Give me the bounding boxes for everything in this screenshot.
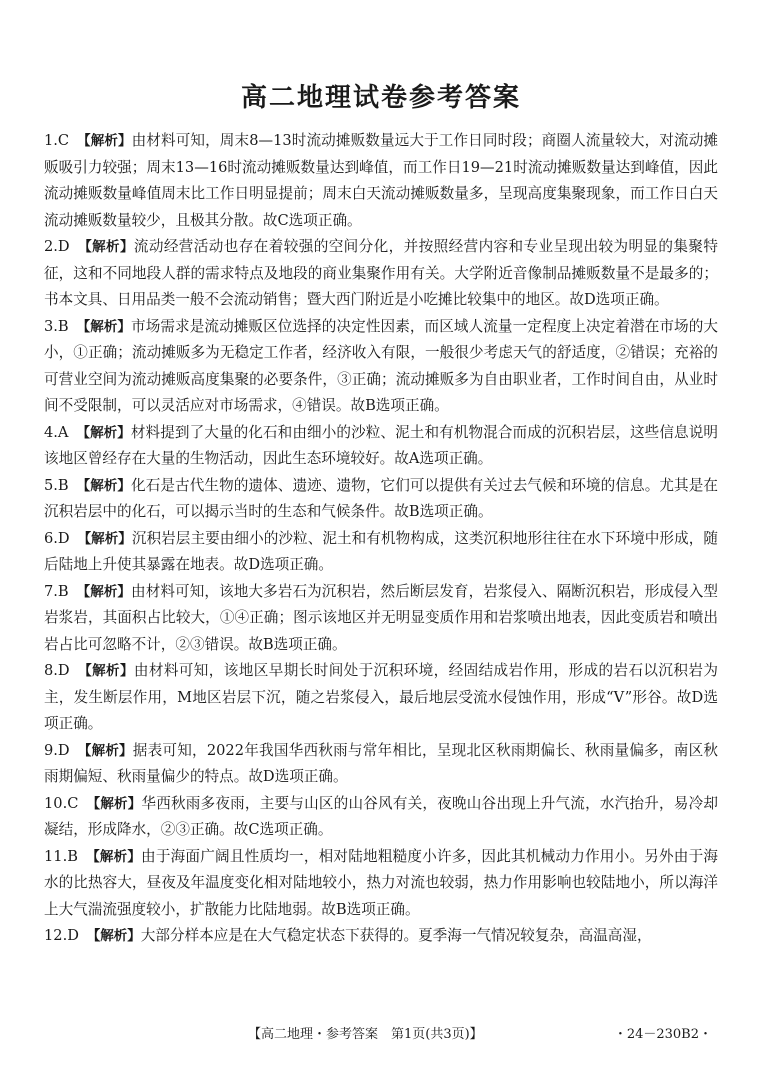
analysis-tag: 【解析】 <box>84 530 132 547</box>
answer-number: 1.C <box>44 132 70 149</box>
analysis-tag: 【解析】 <box>83 133 132 149</box>
answer-item <box>44 923 718 950</box>
analysis-text: 流动经营活动也存在着较强的空间分化，并按照经营内容和专业呈现出较为明显的集聚特征，这和不同地段人群的需求特点及地段的商业集聚作用有关。大学附近音像制品摊贩数量不是最多的；书本文具、日用品类一般不会流动销售；暨大西门附近是小吃摊比较集中的地区。故D选项正确。 <box>44 238 718 308</box>
answer-item <box>44 658 718 738</box>
analysis-text: 大部分样本应是在大气稳定状态下获得的。夏季海一气情况较复杂，高温高湿， <box>140 927 652 944</box>
answer-number: 5.B <box>44 476 69 494</box>
answer-item <box>44 128 718 234</box>
analysis-text: 由材料可知，周末8—13时流动摊贩数量远大于工作日同时段；商圈人流量较大，对流动摊贩吸引力较强；周末13—16时流动摊贩数量达到峰值，而工作日19—21时流动摊贩数量达到峰值，因此流动摊贩数量峰值周末比工作日明显提前；周末白天流动摊贩数量多，呈现高度集聚现象，而工作日白天流动摊贩数量较少，且极其分散。故C选项正确。 <box>44 132 718 229</box>
answer-number: 3.B <box>44 317 69 335</box>
analysis-text: 化石是古代生物的遗体、遗迹、遗物，它们可以提供有关过去气候和环境的信息。尤其是在沉积岩层中的化石，可以揭示当时的生态和气候条件。故B选项正确。 <box>44 476 718 520</box>
analysis-tag: 【解析】 <box>85 239 134 255</box>
analysis-tag: 【解析】 <box>83 583 132 600</box>
answer-number: 6.D <box>44 529 70 547</box>
analysis-text: 华西秋雨多夜雨，主要与山区的山谷风有关，夜晚山谷出现上升气流，水汽抬升，易冷却凝结，形成降水，②③正确。故C选项正确。 <box>44 794 718 838</box>
analysis-tag: 【解析】 <box>83 477 132 494</box>
answer-item <box>44 234 718 314</box>
answer-item <box>44 314 718 420</box>
footer-paper-code: ・24－230B2・ <box>613 1027 712 1042</box>
answer-number: 11.B <box>44 847 78 865</box>
analysis-tag: 【解析】 <box>83 424 131 441</box>
answer-number: 7.B <box>44 582 69 600</box>
analysis-text: 由材料可知，该地大多岩石为沉积岩，然后断层发育，岩浆侵入、隔断沉积岩，形成侵入型岩浆岩，其面积占比较大，①④正确；图示该地区并无明显变质作用和岩浆喷出地表，因此变质岩和喷出岩占比可忽略不计，②③错误。故B选项正确。 <box>44 582 718 653</box>
analysis-tag: 【解析】 <box>92 848 142 865</box>
analysis-tag: 【解析】 <box>84 742 133 759</box>
answer-number: 9.D <box>44 741 70 759</box>
answer-number: 4.A <box>44 423 69 441</box>
analysis-tag: 【解析】 <box>93 928 141 944</box>
analysis-text: 市场需求是流动摊贩区位选择的决定性因素，而区域人流量一定程度上决定着潜在市场的大小，①正确；流动摊贩多为无稳定工作者，经济收入有限，一般很少考虑天气的舒适度，②错误；充裕的可营业空间为流动摊贩高度集聚的必要条件，③正确；流动摊贩多为自由职业者，工作时间自由，从业时间不受限制，可以灵活应对市场需求，④错误。故B选项正确。 <box>44 317 718 414</box>
analysis-tag: 【解析】 <box>85 663 134 679</box>
analysis-tag: 【解析】 <box>93 795 142 812</box>
answer-item <box>44 579 718 659</box>
answer-number: 12.D <box>44 927 79 944</box>
answer-item <box>44 844 718 924</box>
page-title: 高二地理试卷参考答案 <box>240 83 521 113</box>
answer-list <box>44 128 718 950</box>
analysis-text: 由于海面广阔且性质均一，相对陆地粗糙度小许多，因此其机械动力作用小。另外由于海水的比热容大，昼夜及年温度变化相对陆地较小，热力对流也较弱，热力作用影响也较陆地小，所以海洋上大气湍流强度较小，扩散能力比陆地弱。故B选项正确。 <box>44 847 718 918</box>
answer-item <box>44 738 718 791</box>
analysis-tag: 【解析】 <box>83 318 132 335</box>
answer-number: 8.D <box>44 662 70 679</box>
answer-number: 10.C <box>44 794 79 812</box>
answer-number: 2.D <box>44 238 70 255</box>
answer-item <box>44 420 718 473</box>
analysis-text: 沉积岩层主要由细小的沙粒、泥土和有机物构成，这类沉积地形往往在水下环境中形成，随后陆地上升使其暴露在地表。故D选项正确。 <box>44 529 718 573</box>
answer-item <box>44 526 718 579</box>
answer-item <box>44 473 718 526</box>
answer-item <box>44 791 718 844</box>
footer-page-info: 【高二地理・参考答案 第1页(共3页)】 <box>248 1027 483 1042</box>
analysis-text: 材料提到了大量的化石和由细小的沙粒、泥土和有机物混合而成的沉积岩层，这些信息说明该地区曾经存在大量的生物活动，因此生态环境较好。故A选项正确。 <box>44 423 718 467</box>
analysis-text: 据表可知，2022年我国华西秋雨与常年相比，呈现北区秋雨期偏长、秋雨量偏多，南区秋雨期偏短、秋雨量偏少的特点。故D选项正确。 <box>44 741 718 785</box>
page-footer <box>0 1024 764 1046</box>
analysis-text: 由材料可知，该地区早期长时间处于沉积环境，经固结成岩作用，形成的岩石以沉积岩为主，发生断层作用，M地区岩层下沉，随之岩浆侵入，最后地层受流水侵蚀作用，形成“V”形谷。故D选项正确。 <box>44 662 718 732</box>
